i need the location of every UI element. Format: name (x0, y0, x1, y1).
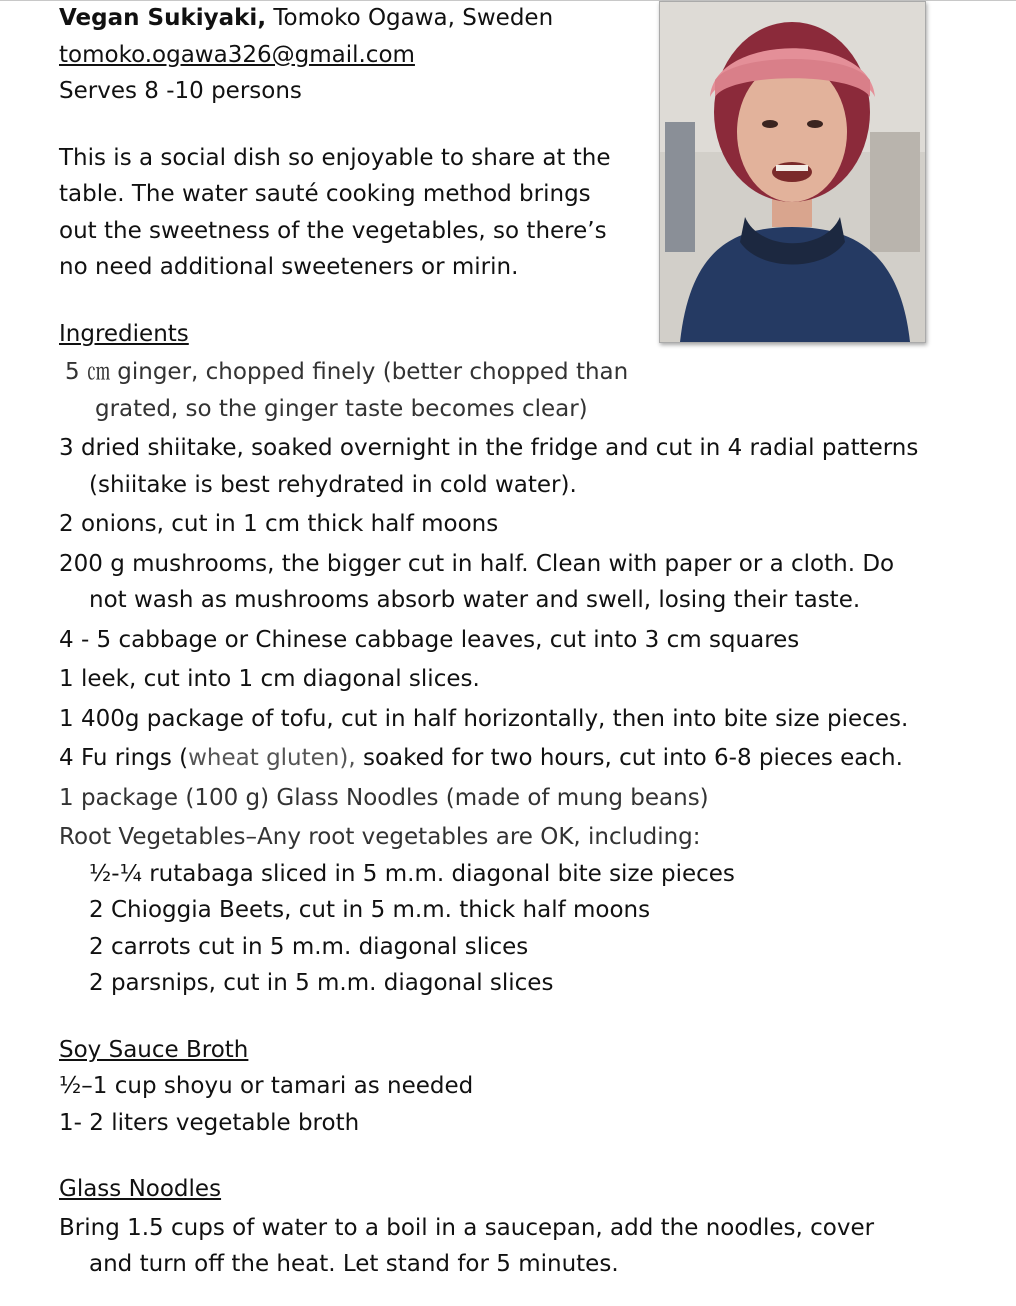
recipe-name: Vegan Sukiyaki, (59, 5, 267, 31)
ingredient-item: 200 g mushrooms, the bigger cut in half. Clean with paper or a cloth. Do not wash as mushrooms absorb water and swell, losing their taste. (59, 550, 895, 613)
author-photo (659, 1, 926, 343)
glass-noodles-instructions: Bring 1.5 cups of water to a boil in a saucepan, add the noodles, cover and turn off the heat. Let stand for 5 minutes. (59, 1214, 875, 1277)
intro-line: table. The water sauté cooking method brings (59, 181, 591, 207)
broth-heading: Soy Sauce Broth (59, 1036, 249, 1063)
ingredients-heading: Ingredients (59, 320, 189, 347)
intro-line: no need additional sweeteners or mirin. (59, 254, 519, 280)
recipe-author: Tomoko Ogawa, Sweden (266, 5, 554, 31)
ingredient-item: 1 leek, cut into 1 cm diagonal slices. (59, 666, 480, 692)
ingredients-list (59, 354, 959, 1002)
root-vegetable-item: 2 Chioggia Beets, cut in 5 m.m. thick half moons (89, 897, 651, 923)
broth-item: 1- 2 liters vegetable broth (59, 1109, 360, 1136)
intro-line: out the sweetness of the vegetables, so there’s (59, 217, 607, 244)
ingredient-item: 5 ㎝ ginger, chopped finely (better chopped than grated, so the ginger taste becomes clear) (65, 359, 629, 422)
ingredient-item: 4 - 5 cabbage or Chinese cabbage leaves, cut into 3 cm squares (59, 626, 800, 653)
author-portrait-image (660, 2, 925, 342)
ingredient-item: 3 dried shiitake, soaked overnight in the fridge and cut in 4 radial patterns (shiitake is best rehydrated in cold water). (59, 435, 919, 498)
author-email-link[interactable]: tomoko.ogawa326@gmail.com (59, 41, 415, 68)
broth-item: ½–1 cup shoyu or tamari as needed (59, 1073, 474, 1099)
root-vegetable-item: 2 parsnips, cut in 5 m.m. diagonal slices (89, 970, 554, 996)
root-vegetables-intro: Root Vegetables–Any root vegetables are OK, including: (59, 824, 701, 850)
glass-noodles-heading: Glass Noodles (59, 1176, 222, 1202)
root-vegetable-item: 2 carrots cut in 5 m.m. diagonal slices (89, 933, 529, 960)
ingredient-item: 1 package (100 g) Glass Noodles (made of mung beans) (59, 784, 709, 811)
root-vegetable-item: ½-¼ rutabaga sliced in 5 m.m. diagonal bite size pieces (89, 860, 735, 887)
ingredient-item: 2 onions, cut in 1 cm thick half moons (59, 511, 499, 537)
ingredient-item: 1 400g package of tofu, cut in half horizontally, then into bite size pieces. (59, 705, 909, 732)
servings: Serves 8 -10 persons (59, 78, 302, 104)
intro-line: This is a social dish so enjoyable to share at the (59, 144, 611, 171)
ingredient-item-fu: 4 Fu rings (wheat gluten), soaked for two hours, cut into 6-8 pieces each. (59, 745, 903, 771)
